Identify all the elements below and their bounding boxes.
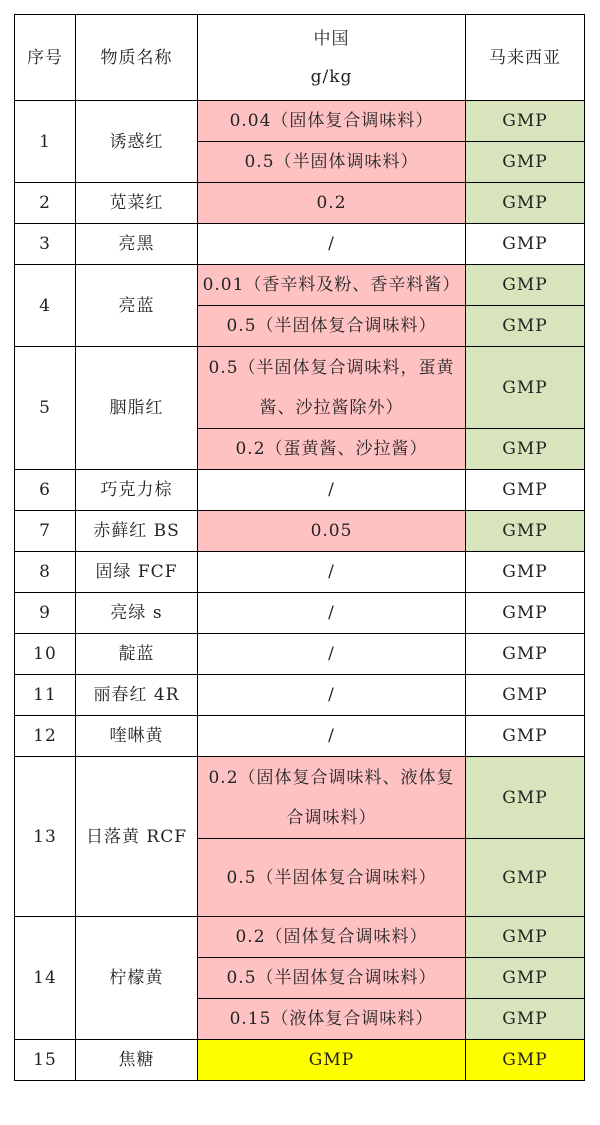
malaysia-limit-cell: GMP <box>466 634 585 675</box>
row-index: 11 <box>15 675 76 716</box>
china-limit-cell: 0.2（固体复合调味料） <box>198 917 466 958</box>
table-row <box>15 511 585 552</box>
malaysia-limit-cell: GMP <box>466 1040 585 1081</box>
china-limit-cell: 0.2 <box>198 183 466 224</box>
table-row <box>15 183 585 224</box>
row-name: 焦糖 <box>76 1040 198 1081</box>
malaysia-limit-cell: GMP <box>466 142 585 183</box>
table-row <box>15 917 585 958</box>
malaysia-limit-cell: GMP <box>466 839 585 917</box>
table-row <box>15 470 585 511</box>
row-name: 赤藓红 BS <box>76 511 198 552</box>
table-row <box>15 634 585 675</box>
row-index: 9 <box>15 593 76 634</box>
row-name: 苋菜红 <box>76 183 198 224</box>
china-limit-cell: / <box>198 552 466 593</box>
malaysia-limit-cell: GMP <box>466 306 585 347</box>
china-limit-cell: / <box>198 470 466 511</box>
colorant-limit-table <box>14 14 585 1081</box>
table-row <box>15 757 585 839</box>
row-name: 巧克力棕 <box>76 470 198 511</box>
china-limit-cell: 0.04（固体复合调味料） <box>198 101 466 142</box>
header-malaysia: 马来西亚 <box>466 15 585 101</box>
row-index: 10 <box>15 634 76 675</box>
china-limit-cell: 0.5（半固体复合调味料） <box>198 839 466 917</box>
row-name: 柠檬黄 <box>76 917 198 1040</box>
china-limit-cell: GMP <box>198 1040 466 1081</box>
china-limit-cell: 0.5（半固体复合调味料） <box>198 958 466 999</box>
china-limit-cell: 0.5（半固体复合调味料，蛋黄酱、沙拉酱除外） <box>198 347 466 429</box>
malaysia-limit-cell: GMP <box>466 716 585 757</box>
china-limit-cell: 0.2（固体复合调味料、液体复合调味料） <box>198 757 466 839</box>
row-index: 5 <box>15 347 76 470</box>
malaysia-limit-cell: GMP <box>466 757 585 839</box>
malaysia-limit-cell: GMP <box>466 183 585 224</box>
row-name: 亮黑 <box>76 224 198 265</box>
row-name: 喹啉黄 <box>76 716 198 757</box>
table-row <box>15 1040 585 1081</box>
table-row <box>15 552 585 593</box>
header-china-title: 中国 <box>313 28 350 49</box>
row-name: 丽春红 4R <box>76 675 198 716</box>
china-limit-cell: / <box>198 224 466 265</box>
china-limit-cell: / <box>198 593 466 634</box>
china-limit-cell: 0.5（半固体复合调味料） <box>198 306 466 347</box>
row-name: 靛蓝 <box>76 634 198 675</box>
table-row <box>15 101 585 142</box>
table-row <box>15 675 585 716</box>
malaysia-limit-cell: GMP <box>466 265 585 306</box>
china-limit-cell: 0.5（半固体调味料） <box>198 142 466 183</box>
header-index: 序号 <box>15 15 76 101</box>
header-name: 物质名称 <box>76 15 198 101</box>
malaysia-limit-cell: GMP <box>466 958 585 999</box>
malaysia-limit-cell: GMP <box>466 552 585 593</box>
header-row <box>15 15 585 101</box>
row-index: 8 <box>15 552 76 593</box>
row-index: 15 <box>15 1040 76 1081</box>
china-limit-cell: / <box>198 675 466 716</box>
malaysia-limit-cell: GMP <box>466 101 585 142</box>
row-index: 13 <box>15 757 76 917</box>
header-china <box>198 15 466 101</box>
table-row <box>15 593 585 634</box>
malaysia-limit-cell: GMP <box>466 917 585 958</box>
row-index: 6 <box>15 470 76 511</box>
malaysia-limit-cell: GMP <box>466 347 585 429</box>
malaysia-limit-cell: GMP <box>466 675 585 716</box>
table-row <box>15 265 585 306</box>
china-limit-cell: / <box>198 634 466 675</box>
row-index: 2 <box>15 183 76 224</box>
malaysia-limit-cell: GMP <box>466 224 585 265</box>
row-index: 12 <box>15 716 76 757</box>
china-limit-cell: 0.15（液体复合调味料） <box>198 999 466 1040</box>
row-index: 3 <box>15 224 76 265</box>
china-limit-cell: 0.2（蛋黄酱、沙拉酱） <box>198 429 466 470</box>
row-name: 亮绿 s <box>76 593 198 634</box>
china-limit-cell: / <box>198 716 466 757</box>
china-limit-cell: 0.01（香辛料及粉、香辛料酱） <box>198 265 466 306</box>
row-name: 日落黄 RCF <box>76 757 198 917</box>
table-row <box>15 716 585 757</box>
row-name: 固绿 FCF <box>76 552 198 593</box>
malaysia-limit-cell: GMP <box>466 429 585 470</box>
malaysia-limit-cell: GMP <box>466 470 585 511</box>
table-row <box>15 224 585 265</box>
header-china-unit: g/kg <box>310 66 353 87</box>
comparison-table-wrap <box>14 14 585 1081</box>
table-row <box>15 347 585 429</box>
china-limit-cell: 0.05 <box>198 511 466 552</box>
malaysia-limit-cell: GMP <box>466 999 585 1040</box>
row-index: 7 <box>15 511 76 552</box>
row-index: 1 <box>15 101 76 183</box>
row-index: 4 <box>15 265 76 347</box>
row-index: 14 <box>15 917 76 1040</box>
malaysia-limit-cell: GMP <box>466 593 585 634</box>
row-name: 亮蓝 <box>76 265 198 347</box>
row-name: 诱惑红 <box>76 101 198 183</box>
malaysia-limit-cell: GMP <box>466 511 585 552</box>
row-name: 胭脂红 <box>76 347 198 470</box>
